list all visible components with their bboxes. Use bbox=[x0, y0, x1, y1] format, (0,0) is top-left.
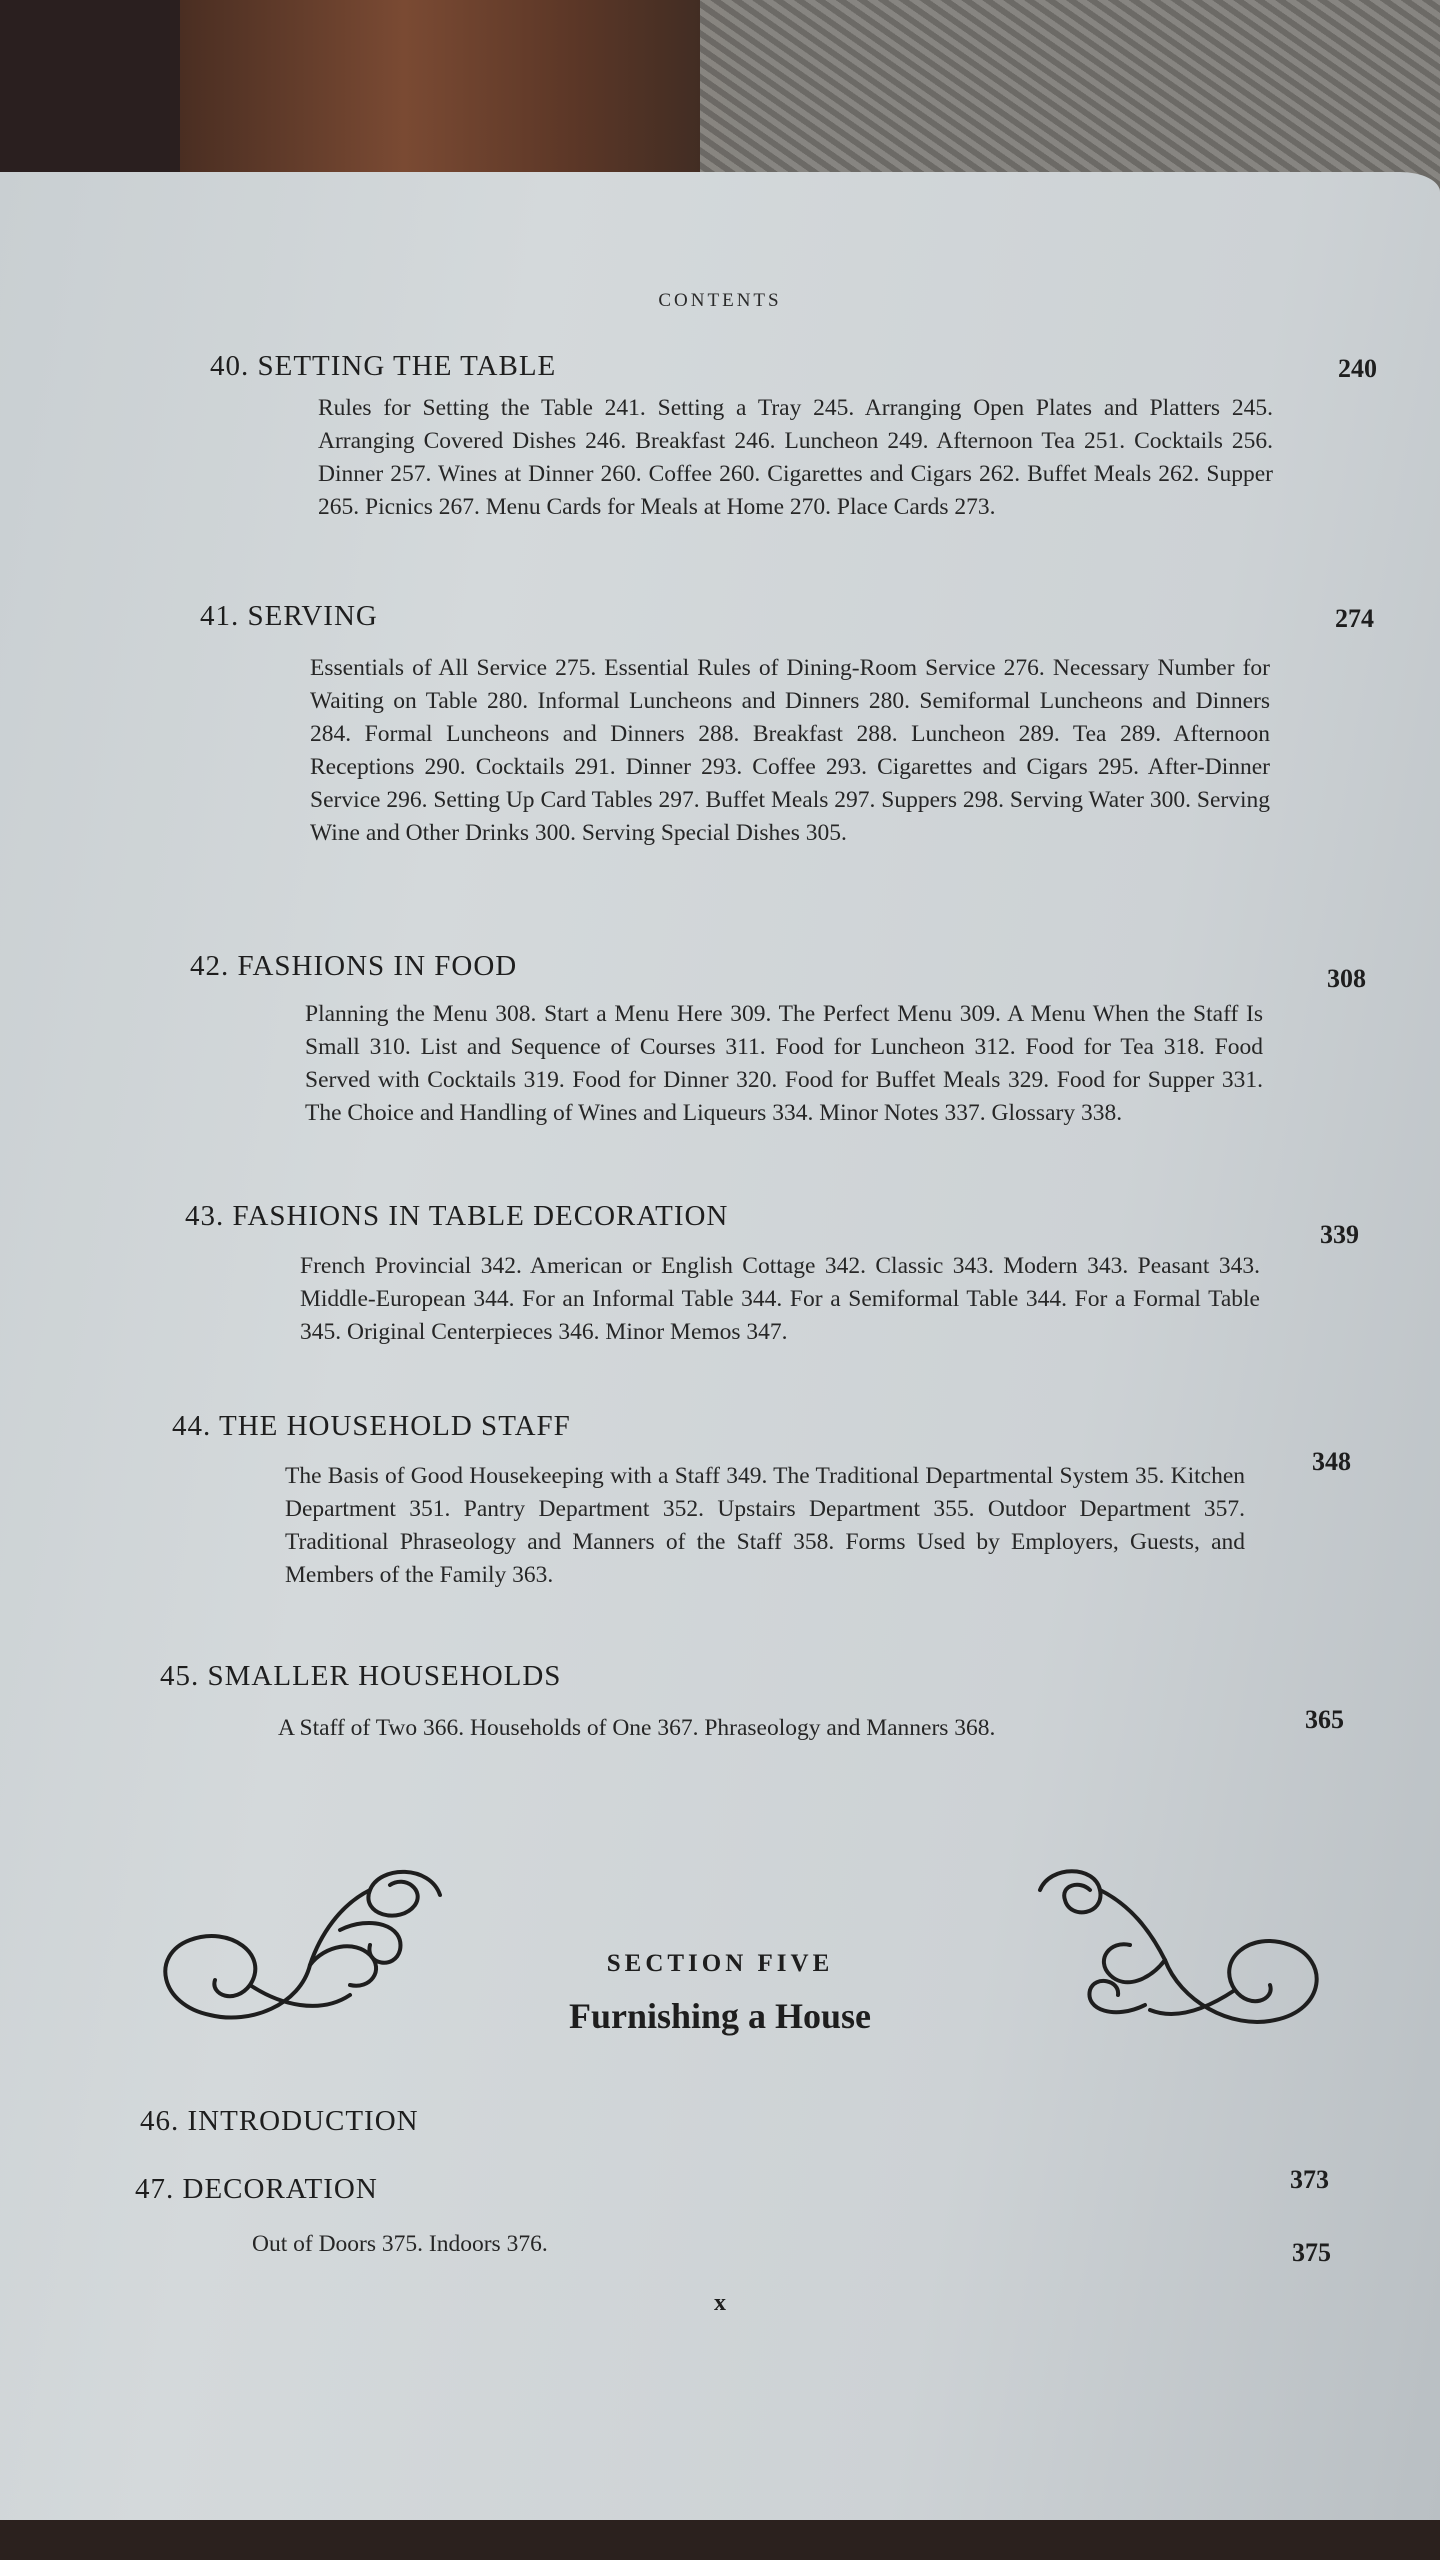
section-title: Furnishing a House bbox=[568, 1996, 872, 2036]
chapter-description: The Basis of Good Housekeeping with a Staff 349. The Traditional Departmental System 35. Kitchen Department 351. Pantry Department 352. Upstairs Department 355. Outdoor Department 357. Traditional Phraseology and Manners of the Staff 358. Forms Used by Employers, Guests, and Members of the Family 363. bbox=[285, 1463, 1245, 1588]
chapter-page-number: 365 bbox=[1305, 1705, 1344, 1734]
chapter-page-number: 375 bbox=[1292, 2238, 1331, 2267]
running-head: CONTENTS bbox=[658, 290, 782, 311]
chapter-title: 45. SMALLER HOUSEHOLDS bbox=[160, 1660, 562, 1692]
chapter-page-number: 373 bbox=[1290, 2165, 1329, 2194]
chapter-title: 46. INTRODUCTION bbox=[140, 2105, 419, 2137]
chapter-description: Planning the Menu 308. Start a Menu Here 309. The Perfect Menu 309. A Menu When the Staff Is Small 310. List and Sequence of Courses 311. Food for Luncheon 312. Food for Tea 318. Food Served with Cocktails 319. Food for Dinner 320. Food for Buffet Meals 329. Food for Supper 331. The Choice and Handling of Wines and Liqueurs 334. Minor Notes 337. Glossary 338. bbox=[305, 1001, 1263, 1126]
chapter-description: Out of Doors 375. Indoors 376. bbox=[252, 2231, 548, 2257]
chapter-description: A Staff of Two 366. Households of One 367. Phraseology and Manners 368. bbox=[278, 1715, 996, 1741]
chapter-description: Essentials of All Service 275. Essential Rules of Dining-Room Service 276. Necessary Number for Waiting on Table 280. Informal Luncheons and Dinners 280. Semiformal Luncheons and Dinners 284. Formal Luncheons and Dinners 288. Breakfast 288. Luncheon 289. Tea 289. Afternoon Receptions 290. Cocktails 291. Dinner 293. Coffee 293. Cigarettes and Cigars 295. After-Dinner Service 296. Setting Up Card Tables 297. Buffet Meals 297. Suppers 298. Serving Water 300. Serving Wine and Other Drinks 300. Serving Special Dishes 305. bbox=[310, 655, 1270, 846]
chapter-page-number: 308 bbox=[1327, 964, 1366, 993]
background-bottom-edge bbox=[0, 2520, 1440, 2560]
chapter-page-number: 348 bbox=[1312, 1447, 1351, 1476]
chapter-page-number: 339 bbox=[1320, 1220, 1359, 1249]
chapter-page-number: 240 bbox=[1338, 354, 1377, 383]
background-wood-surface bbox=[180, 0, 740, 200]
chapter-title: 40. SETTING THE TABLE bbox=[210, 350, 557, 382]
section-label: SECTION FIVE bbox=[606, 1950, 834, 1977]
chapter-title: 44. THE HOUSEHOLD STAFF bbox=[172, 1410, 571, 1442]
chapter-title: 43. FASHIONS IN TABLE DECORATION bbox=[185, 1200, 729, 1232]
chapter-title: 41. SERVING bbox=[200, 600, 378, 632]
chapter-description: Rules for Setting the Table 241. Setting a Tray 245. Arranging Open Plates and Platters 245. Arranging Covered Dishes 246. Breakfast 246. Luncheon 249. Afternoon Tea 251. Cocktails 256. Dinner 257. Wines at Dinner 260. Coffee 260. Cigarettes and Cigars 262. Buffet Meals 262. Supper 265. Picnics 267. Menu Cards for Meals at Home 270. Place Cards 273. bbox=[318, 395, 1273, 520]
chapter-page-number: 274 bbox=[1335, 604, 1374, 633]
chapter-title: 42. FASHIONS IN FOOD bbox=[190, 950, 518, 982]
chapter-description: French Provincial 342. American or English Cottage 342. Classic 343. Modern 343. Peasant 343. Middle-European 344. For an Informal Table 344. For a Semiformal Table 344. For a Formal Table 345. Original Centerpieces 346. Minor Memos 347. bbox=[300, 1253, 1260, 1345]
chapter-title: 47. DECORATION bbox=[135, 2173, 378, 2205]
page-folio: x bbox=[714, 2290, 726, 2316]
